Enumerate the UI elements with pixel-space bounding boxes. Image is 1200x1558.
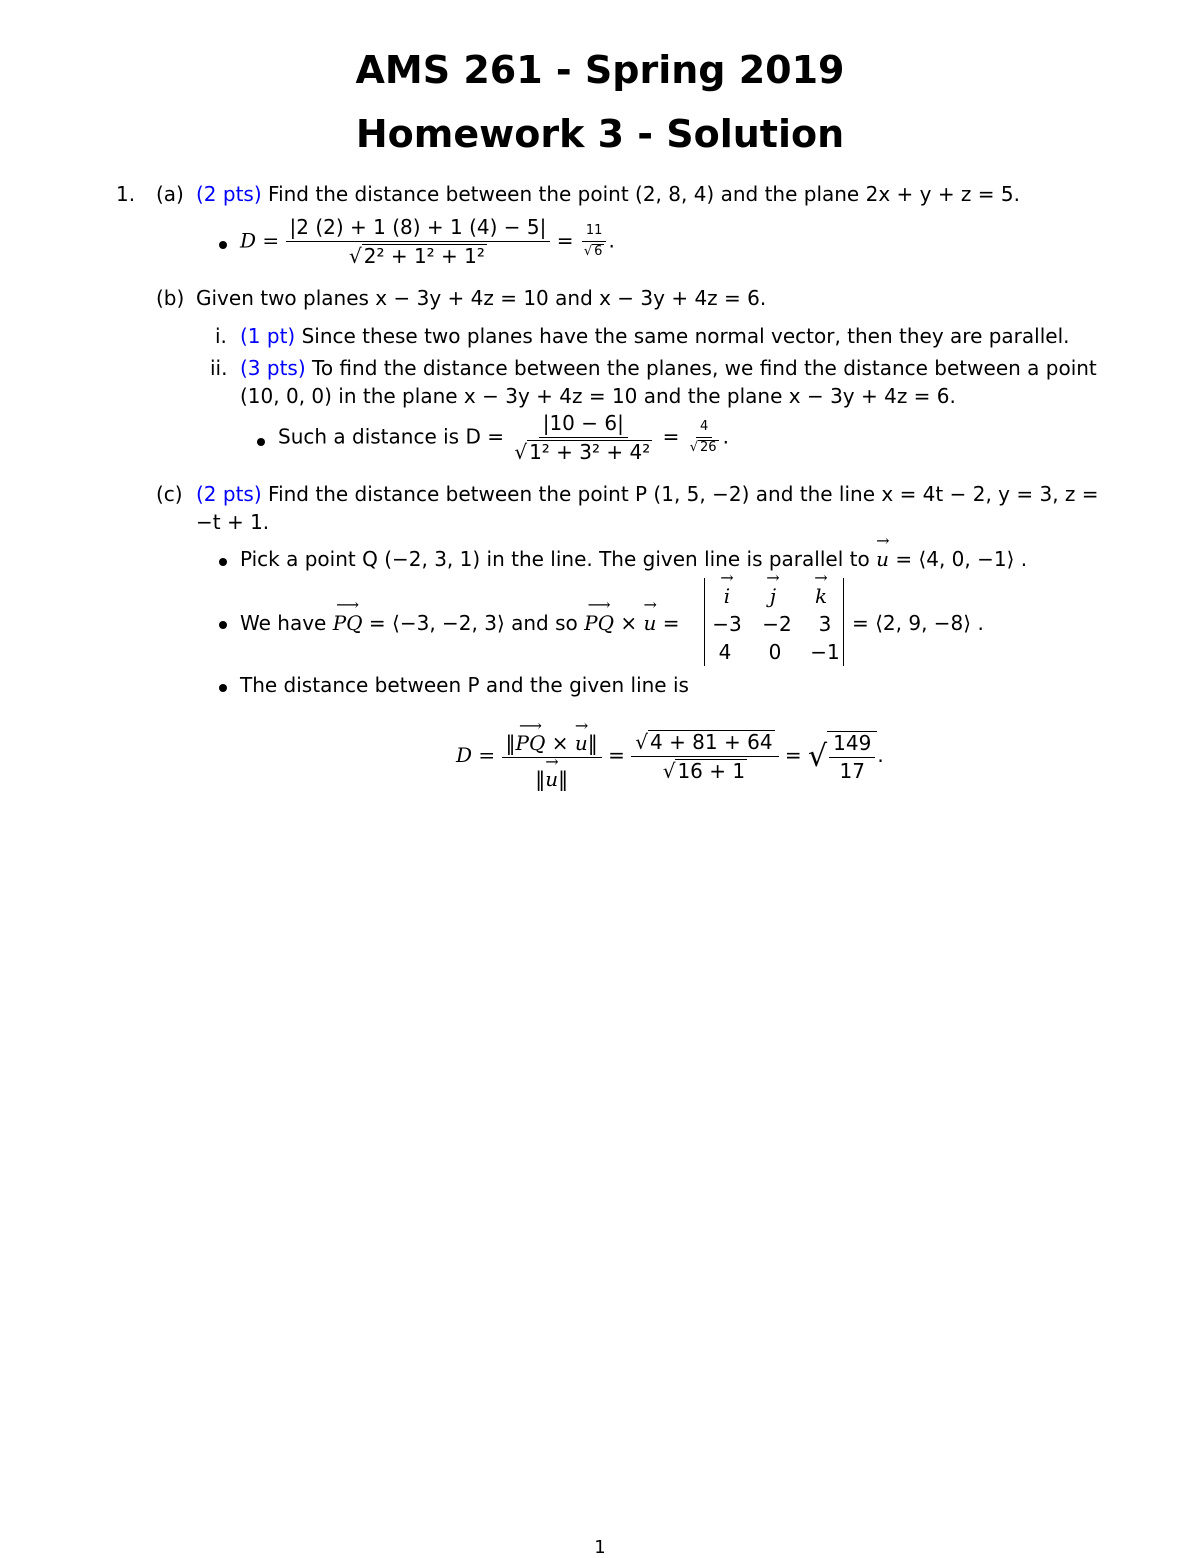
bullet	[257, 438, 265, 446]
part-c-bullet2	[240, 595, 680, 635]
part-c-question-cont: −t + 1.	[196, 510, 270, 534]
fraction-numerator: 149	[829, 732, 875, 758]
determinant-matrix	[704, 568, 844, 666]
matrix-cell: −2	[762, 612, 792, 636]
bullet	[219, 621, 227, 629]
part-a-question	[196, 182, 1020, 206]
fraction-denominator: 17	[839, 758, 865, 783]
fraction-numerator: ‖ ⟶ PQ × → u‖	[502, 722, 602, 758]
part-c-question-text: Find the distance between the point P (1, 5, −2) and the line x = 4t − 2, y = 3, z =	[268, 482, 1099, 506]
bullet2-start: We have	[240, 611, 327, 635]
part-c-bullet3: The distance between P and the given line is	[240, 673, 689, 697]
cross-product-result: = ⟨2, 9, −8⟩ .	[852, 611, 984, 635]
part-a-points: (2 pts)	[196, 182, 262, 206]
matrix-cell: 4	[718, 640, 732, 664]
bullet	[219, 241, 227, 249]
bullet	[219, 558, 227, 566]
part-b-i-text: Since these two planes have the same normal vector, then they are parallel.	[301, 324, 1070, 348]
document-title: AMS 261 - Spring 2019	[355, 48, 845, 92]
result-denominator: √ 6	[583, 244, 603, 259]
vector-u: → u	[643, 595, 657, 635]
matrix-cell: → j	[766, 568, 780, 608]
part-b-ii-line1	[240, 356, 1097, 380]
final-fraction-1	[502, 716, 602, 791]
part-a-formula: D = $\frac{|2 (2) + 1 (8) + 1 (4) - 5|}{\text{√ 2² + 1² + 1²}}$ = $\frac{11}{√ 6}$ .	[240, 215, 615, 268]
matrix-cell: −3	[712, 612, 742, 636]
vector-u: → u	[876, 531, 890, 571]
bullet	[219, 684, 227, 692]
final-lhs: D =	[456, 743, 496, 767]
vector-pq: ⟶ PQ	[584, 595, 614, 635]
fraction-numerator: |2 (2) + 1 (8) + 1 (4) − 5|	[286, 216, 551, 242]
part-b-ii-formula: Such a distance is D = $\frac{|10 - 6|}{\text{√ 1² + 3² + 4²}}$ = $\frac{4}{√ 26}$ .	[278, 411, 729, 464]
bullet1-text: Pick a point Q (−2, 3, 1) in the line. The given line is parallel to	[240, 547, 870, 571]
fraction-denominator: √ 1² + 3² + 4²	[514, 440, 651, 464]
formula-fraction	[286, 216, 551, 268]
matrix-cell: → k	[814, 568, 828, 608]
vector-pq: ⟶ PQ	[332, 595, 363, 635]
part-b-i	[240, 324, 1070, 348]
matrix-cell: −1	[810, 640, 840, 664]
final-fraction-2	[631, 730, 778, 783]
problem-number: 1.	[116, 182, 136, 206]
part-b-ii-bullet-text: Such a distance is D =	[278, 424, 504, 449]
result-fraction	[686, 420, 723, 456]
formula-fraction	[510, 412, 656, 464]
part-c-bullet1	[240, 531, 1028, 571]
final-equation: D = ‖ ⟶ PQ × → u‖ ‖ → u‖ = $\frac{√ 4 + 81 + 64}{√ 16 + 1}$ = √ $\frac{149}{17}$ .	[456, 716, 884, 791]
result-numerator: 4	[696, 420, 712, 438]
part-b-ii-points: (3 pts)	[240, 356, 306, 380]
result-fraction	[580, 224, 609, 260]
bullet2-mid: = ⟨−3, −2, 3⟩ and so	[368, 611, 578, 635]
part-c-question	[196, 482, 1099, 506]
final-radical	[827, 731, 877, 783]
part-b-ii-line2: (10, 0, 0) in the plane x − 3y + 4z = 10 and the plane x − 3y + 4z = 6.	[240, 384, 956, 408]
radical-sign: √	[808, 739, 828, 774]
fraction-denominator: ‖ → u‖	[535, 752, 569, 791]
part-c-points: (2 pts)	[196, 482, 262, 506]
matrix-cell: → i	[720, 568, 734, 608]
fraction-numerator: √ 4 + 81 + 64	[631, 730, 778, 757]
part-b-i-points: (1 pt)	[240, 324, 296, 348]
equals-sign: =	[662, 611, 680, 635]
part-a-label: (a)	[156, 182, 184, 206]
result-denominator: √ 26	[689, 440, 717, 455]
part-a-question-text: Find the distance between the point (2, 8, 4) and the plane 2x + y + z = 5.	[268, 182, 1020, 206]
document-subtitle: Homework 3 - Solution	[355, 112, 845, 156]
part-b-ii-text1: To find the distance between the planes, we find the distance between a point	[312, 356, 1097, 380]
fraction-numerator: |10 − 6|	[539, 412, 628, 438]
part-c-label: (c)	[156, 482, 183, 506]
part-b-ii-label: ii.	[210, 356, 228, 380]
part-b-question: Given two planes x − 3y + 4z = 10 and x − 3y + 4z = 6.	[196, 286, 767, 310]
result-numerator: 11	[582, 224, 607, 242]
fraction-denominator: √ 16 + 1	[662, 759, 746, 783]
bullet1-end: = ⟨4, 0, −1⟩ .	[895, 547, 1028, 571]
formula-lhs: D =	[240, 228, 280, 253]
cross-sign: ×	[620, 611, 644, 635]
matrix-cell: 0	[768, 640, 782, 664]
fraction-denominator: √ 2² + 1² + 1²	[348, 244, 485, 268]
matrix-cell: 3	[818, 612, 832, 636]
part-b-label: (b)	[156, 286, 185, 310]
part-b-i-label: i.	[215, 324, 227, 348]
page-number: 1	[594, 1537, 606, 1558]
